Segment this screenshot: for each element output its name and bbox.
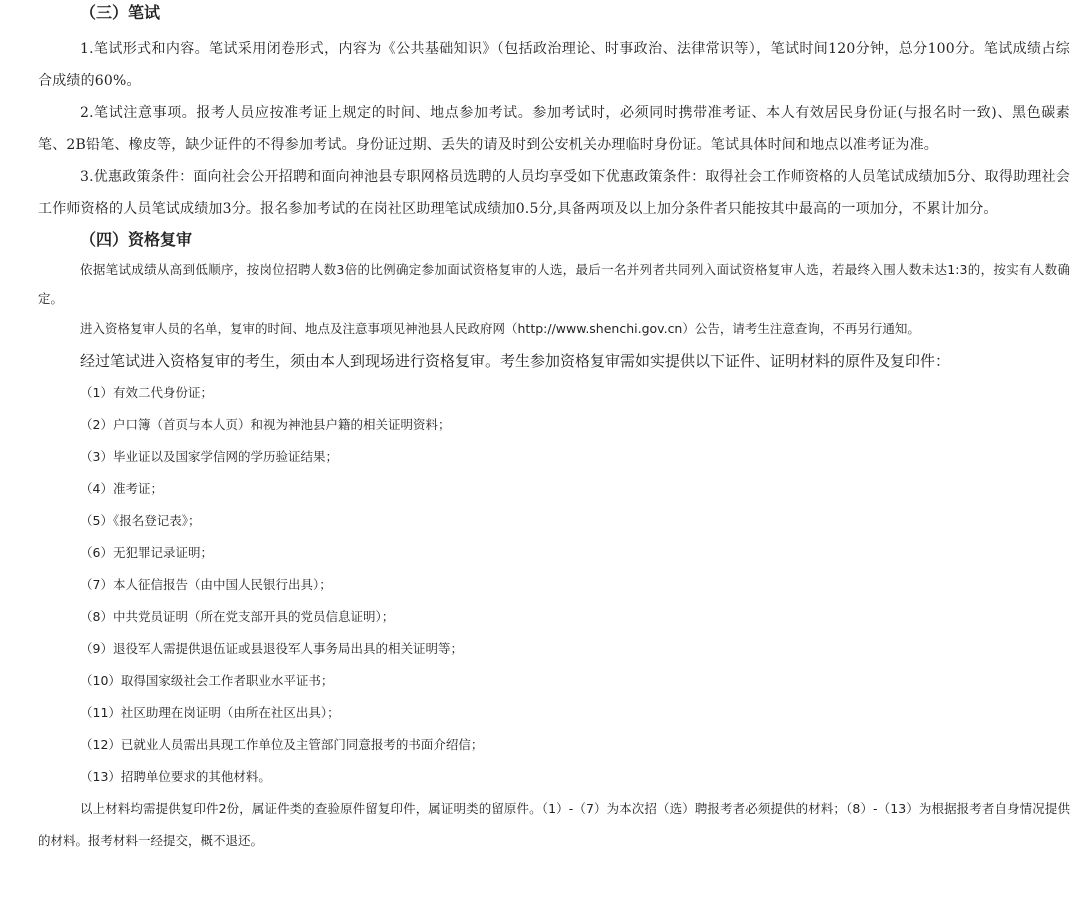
document-body <box>38 0 1070 857</box>
paragraph-review-selection: 依据笔试成绩从高到低顺序，按岗位招聘人数3倍的比例确定参加面试资格复审的人选，最后一名并列者共同列入面试资格复审人选，若最终入围人数未达1:3的，按实有人数确定。 <box>38 262 1070 306</box>
paragraph-materials-closing: 以上材料均需提供复印件2份，属证件类的查验原件留复印件，属证明类的留原件。（1）-（7）为本次招（选）聘报考者必须提供的材料；（8）-（13）为根据报考者自身情况提供的材料。报考材料一经提交，概不退还。 <box>38 801 1070 848</box>
list-item: （10）取得国家级社会工作者职业水平证书； <box>80 673 334 688</box>
list-item: （8）中共党员证明（所在党支部开具的党员信息证明）； <box>80 609 395 624</box>
materials-list <box>38 377 1070 793</box>
paragraph-review-announcement: 进入资格复审人员的名单，复审的时间、地点及注意事项见神池县人民政府网（http://www.shenchi.gov.cn）公告，请考生注意查询，不再另行通知。 <box>80 321 920 336</box>
list-item: （9）退役军人需提供退伍证或县退役军人事务局出具的相关证明等； <box>80 641 463 656</box>
section-heading-qualification-review: （四）资格复审 <box>80 230 193 249</box>
list-item: （1）有效二代身份证； <box>80 385 213 400</box>
paragraph-exam-notes: 2.笔试注意事项。报考人员应按准考证上规定的时间、地点参加考试。参加考试时，必须同时携带准考证、本人有效居民身份证(与报名时一致)、黑色碳素笔、2B铅笔、橡皮等，缺少证件的不得参加考试。身份证过期、丢失的请及时到公安机关办理临时身份证。笔试具体时间和地点以准考证为准。 <box>38 105 1070 153</box>
list-item: （2）户口簿（首页与本人页）和视为神池县户籍的相关证明资料； <box>80 417 451 432</box>
list-item: （12）已就业人员需出具现工作单位及主管部门同意报考的书面介绍信； <box>80 737 484 752</box>
list-item: （6）无犯罪记录证明； <box>80 545 213 560</box>
paragraph-review-intro: 经过笔试进入资格复审的考生，须由本人到现场进行资格复审。考生参加资格复审需如实提供以下证件、证明材料的原件及复印件： <box>80 352 951 370</box>
paragraph-preferential-policy: 3.优惠政策条件：面向社会公开招聘和面向神池县专职网格员选聘的人员均享受如下优惠政策条件：取得社会工作师资格的人员笔试成绩加5分、取得助理社会工作师资格的人员笔试成绩加3分。报名参加考试的在岗社区助理笔试成绩加0.5分,具备两项及以上加分条件者只能按其中最高的一项加分，不累计加分。 <box>38 169 1070 217</box>
list-item: （4）准考证； <box>80 481 163 496</box>
list-item: （3）毕业证以及国家学信网的学历验证结果； <box>80 449 338 464</box>
list-item: （11）社区助理在岗证明（由所在社区出具）； <box>80 705 340 720</box>
list-item: （13）招聘单位要求的其他材料。 <box>80 769 271 784</box>
list-item: （5）《报名登记表》； <box>80 513 201 528</box>
section-heading-written-exam: （三）笔试 <box>80 3 161 22</box>
paragraph-exam-format: 1.笔试形式和内容。笔试采用闭卷形式，内容为《公共基础知识》（包括政治理论、时事政治、法律常识等），笔试时间120分钟，总分100分。笔试成绩占综合成绩的60%。 <box>38 41 1070 89</box>
list-item: （7）本人征信报告（由中国人民银行出具）； <box>80 577 332 592</box>
